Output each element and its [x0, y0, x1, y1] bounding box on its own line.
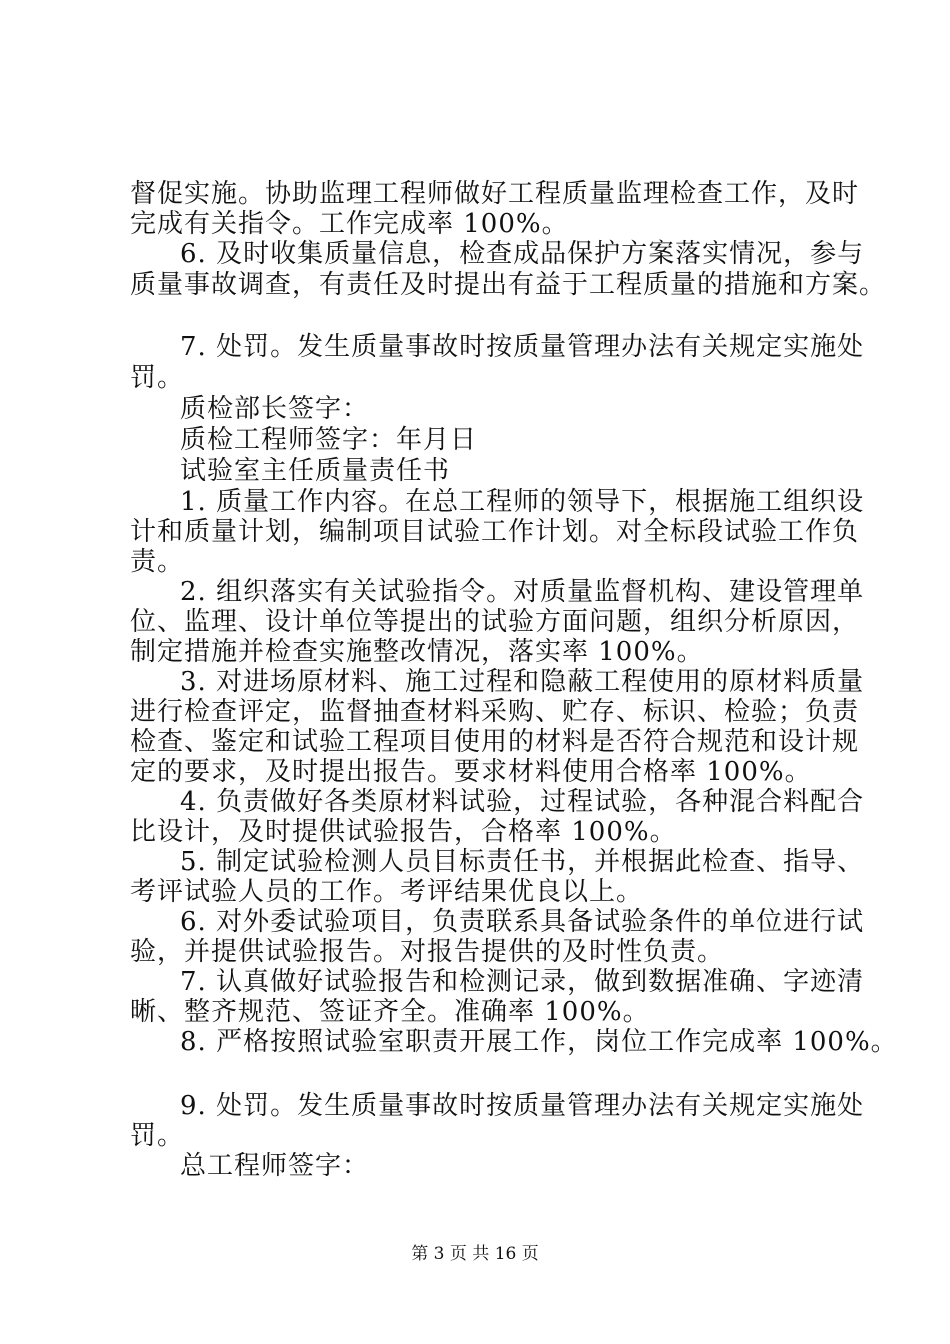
text-line: 比设计，及时提供试验报告，合格率 100%。	[130, 817, 677, 847]
text-line: 进行检查评定，监督抽查材料采购、贮存、标识、检验；负责	[130, 697, 860, 727]
text-line: 责。	[130, 547, 185, 577]
text-line: 1. 质量工作内容。在总工程师的领导下，根据施工组织设	[180, 487, 865, 517]
text-line: 9. 处罚。发生质量事故时按质量管理办法有关规定实施处	[180, 1091, 865, 1121]
text-line: 晰、整齐规范、签证齐全。准确率 100%。	[130, 997, 650, 1027]
text-line: 8. 严格按照试验室职责开展工作，岗位工作完成率 100%。	[180, 1027, 898, 1057]
text-line: 位、监理、设计单位等提出的试验方面问题，组织分析原因，	[130, 607, 860, 637]
text-line: 7. 处罚。发生质量事故时按质量管理办法有关规定实施处	[180, 332, 865, 362]
text-line: 验，并提供试验报告。对报告提供的及时性负责。	[130, 937, 725, 967]
text-line: 3. 对进场原材料、施工过程和隐蔽工程使用的原材料质量	[180, 667, 865, 697]
text-line: 2. 组织落实有关试验指令。对质量监督机构、建设管理单	[180, 577, 865, 607]
text-line: 罚。	[130, 363, 185, 393]
text-line: 质检工程师签字：年月日	[180, 425, 478, 455]
text-line: 质量事故调查，有责任及时提出有益于工程质量的措施和方案。	[130, 270, 887, 300]
text-line: 4. 负责做好各类原材料试验，过程试验，各种混合料配合	[180, 787, 865, 817]
text-line: 5. 制定试验检测人员目标责任书，并根据此检查、指导、	[180, 847, 865, 877]
text-line: 质检部长签字：	[180, 394, 370, 424]
section-title: 试验室主任质量责任书	[180, 456, 451, 486]
text-line: 总工程师签字：	[180, 1151, 370, 1181]
text-line: 考评试验人员的工作。考评结果优良以上。	[130, 877, 644, 907]
text-line: 定的要求，及时提出报告。要求材料使用合格率 100%。	[130, 757, 812, 787]
text-line: 7. 认真做好试验报告和检测记录，做到数据准确、字迹清	[180, 967, 865, 997]
page-number-footer: 第 3 页 共 16 页	[411, 1244, 539, 1264]
text-line: 罚。	[130, 1121, 185, 1151]
text-line: 制定措施并检查实施整改情况，落实率 100%。	[130, 637, 704, 667]
text-line: 督促实施。协助监理工程师做好工程质量监理检查工作，及时	[130, 179, 860, 209]
text-line: 检查、鉴定和试验工程项目使用的材料是否符合规范和设计规	[130, 727, 860, 757]
text-line: 完成有关指令。工作完成率 100%。	[130, 209, 569, 239]
text-line: 6. 对外委试验项目，负责联系具备试验条件的单位进行试	[180, 907, 865, 937]
text-line: 计和质量计划，编制项目试验工作计划。对全标段试验工作负	[130, 517, 860, 547]
text-line: 6. 及时收集质量信息，检查成品保护方案落实情况，参与	[180, 239, 865, 269]
